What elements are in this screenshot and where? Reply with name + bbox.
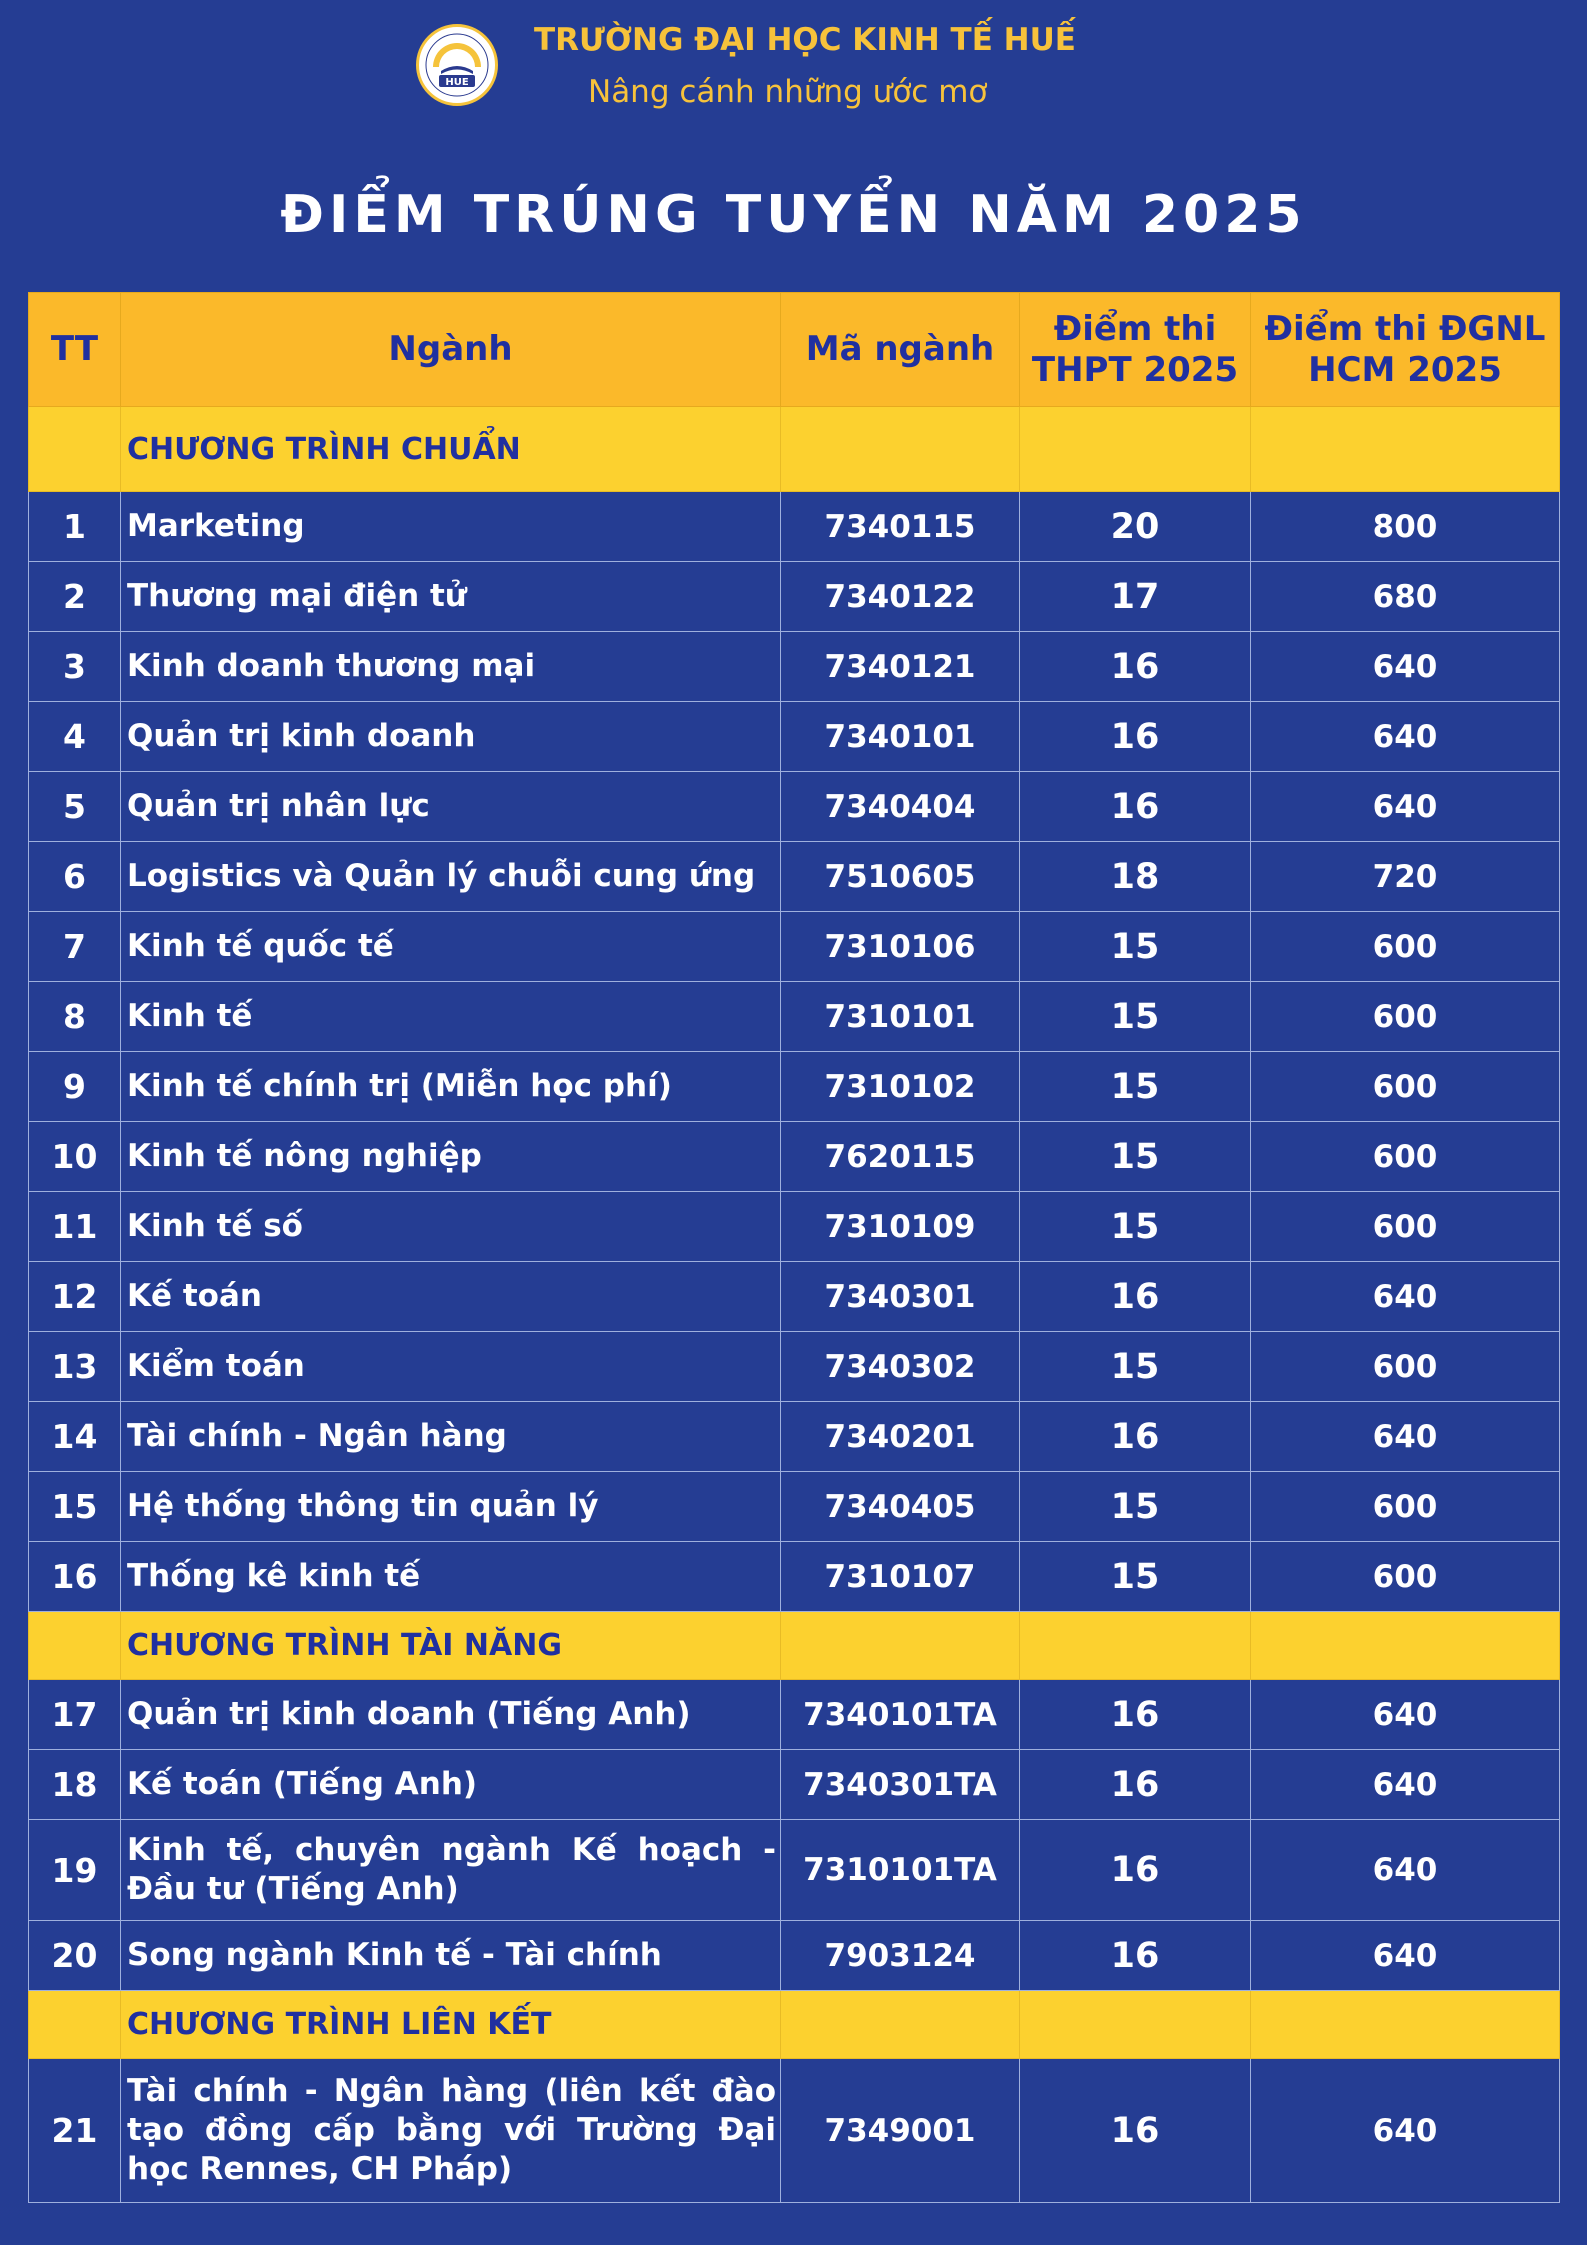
section-empty-cell — [781, 1991, 1020, 2059]
thpt-score: 20 — [1020, 492, 1251, 562]
major-name: Kiểm toán — [121, 1332, 781, 1402]
major-code: 7310102 — [781, 1052, 1020, 1122]
section-label: CHƯƠNG TRÌNH TÀI NĂNG — [121, 1612, 781, 1680]
dgnl-score: 800 — [1251, 492, 1560, 562]
table-row — [29, 1192, 1560, 1262]
major-name: Quản trị kinh doanh (Tiếng Anh) — [121, 1680, 781, 1750]
table-row — [29, 1052, 1560, 1122]
major-code: 7340101TA — [781, 1680, 1020, 1750]
table-body — [29, 407, 1560, 2203]
admission-scores-table — [28, 292, 1560, 2203]
dgnl-score: 640 — [1251, 632, 1560, 702]
thpt-score: 16 — [1020, 1820, 1251, 1921]
dgnl-score: 640 — [1251, 1750, 1560, 1820]
major-name: Quản trị nhân lực — [121, 772, 781, 842]
dgnl-score: 640 — [1251, 1262, 1560, 1332]
table-row — [29, 1680, 1560, 1750]
thpt-score: 17 — [1020, 562, 1251, 632]
section-empty-cell — [1020, 1612, 1251, 1680]
section-row — [29, 1612, 1560, 1680]
header-thpt-line1: Điểm thi — [1053, 308, 1217, 349]
section-empty-cell — [1020, 1991, 1251, 2059]
major-name: Tài chính - Ngân hàng — [121, 1402, 781, 1472]
row-number: 5 — [29, 772, 121, 842]
section-empty-cell — [29, 1612, 121, 1680]
section-empty-cell — [1251, 407, 1560, 492]
table-row — [29, 492, 1560, 562]
dgnl-score: 640 — [1251, 702, 1560, 772]
row-number: 1 — [29, 492, 121, 562]
dgnl-score: 600 — [1251, 982, 1560, 1052]
header — [0, 0, 1587, 150]
major-code: 7310101 — [781, 982, 1020, 1052]
dgnl-score: 640 — [1251, 1680, 1560, 1750]
header-dgnl — [1251, 293, 1560, 407]
dgnl-score: 640 — [1251, 1820, 1560, 1921]
slogan: Nâng cánh những ước mơ — [588, 74, 988, 110]
header-thpt-line2: THPT 2025 — [1031, 349, 1239, 390]
thpt-score: 16 — [1020, 2059, 1251, 2203]
section-label: CHƯƠNG TRÌNH CHUẨN — [121, 407, 781, 492]
school-name: TRƯỜNG ĐẠI HỌC KINH TẾ HUẾ — [534, 22, 1076, 58]
major-name: Thương mại điện tử — [121, 562, 781, 632]
section-empty-cell — [1251, 1991, 1560, 2059]
table-row — [29, 1262, 1560, 1332]
row-number: 3 — [29, 632, 121, 702]
thpt-score: 16 — [1020, 1262, 1251, 1332]
thpt-score: 18 — [1020, 842, 1251, 912]
row-number: 13 — [29, 1332, 121, 1402]
major-code: 7340121 — [781, 632, 1020, 702]
major-name: Kinh tế số — [121, 1192, 781, 1262]
section-label: CHƯƠNG TRÌNH LIÊN KẾT — [121, 1991, 781, 2059]
dgnl-score: 640 — [1251, 2059, 1560, 2203]
thpt-score: 15 — [1020, 1192, 1251, 1262]
row-number: 10 — [29, 1122, 121, 1192]
dgnl-score: 600 — [1251, 912, 1560, 982]
major-name: Quản trị kinh doanh — [121, 702, 781, 772]
thpt-score: 16 — [1020, 632, 1251, 702]
header-thpt — [1020, 293, 1251, 407]
section-row — [29, 407, 1560, 492]
section-empty-cell — [781, 407, 1020, 492]
thpt-score: 15 — [1020, 1052, 1251, 1122]
thpt-score: 15 — [1020, 1472, 1251, 1542]
major-code: 7340302 — [781, 1332, 1020, 1402]
major-name: Marketing — [121, 492, 781, 562]
row-number: 7 — [29, 912, 121, 982]
header-tt: TT — [29, 293, 121, 407]
major-code: 7310107 — [781, 1542, 1020, 1612]
table-row — [29, 1542, 1560, 1612]
major-code: 7310106 — [781, 912, 1020, 982]
major-name: Kinh doanh thương mại — [121, 632, 781, 702]
row-number: 14 — [29, 1402, 121, 1472]
major-name: Logistics và Quản lý chuỗi cung ứng — [121, 842, 781, 912]
table-row — [29, 772, 1560, 842]
major-code: 7340101 — [781, 702, 1020, 772]
row-number: 15 — [29, 1472, 121, 1542]
thpt-score: 15 — [1020, 1332, 1251, 1402]
section-row — [29, 1991, 1560, 2059]
dgnl-score: 600 — [1251, 1542, 1560, 1612]
header-dgnl-line2: HCM 2025 — [1308, 349, 1502, 390]
table-row — [29, 562, 1560, 632]
thpt-score: 16 — [1020, 702, 1251, 772]
major-name: Kinh tế — [121, 982, 781, 1052]
table-row — [29, 702, 1560, 772]
major-code: 7310109 — [781, 1192, 1020, 1262]
row-number: 6 — [29, 842, 121, 912]
thpt-score: 16 — [1020, 1750, 1251, 1820]
row-number: 2 — [29, 562, 121, 632]
row-number: 17 — [29, 1680, 121, 1750]
table-row — [29, 1820, 1560, 1921]
row-number: 20 — [29, 1921, 121, 1991]
table-row — [29, 842, 1560, 912]
thpt-score: 16 — [1020, 1680, 1251, 1750]
table-row — [29, 1750, 1560, 1820]
row-number: 18 — [29, 1750, 121, 1820]
row-number: 8 — [29, 982, 121, 1052]
thpt-score: 16 — [1020, 772, 1251, 842]
header-nganh: Ngành — [121, 293, 781, 407]
table-row — [29, 912, 1560, 982]
major-name: Kế toán — [121, 1262, 781, 1332]
row-number: 4 — [29, 702, 121, 772]
row-number: 19 — [29, 1820, 121, 1921]
major-code: 7340115 — [781, 492, 1020, 562]
row-number: 12 — [29, 1262, 121, 1332]
header-dgnl-line1: Điểm thi ĐGNL — [1264, 308, 1546, 349]
table-row — [29, 632, 1560, 702]
major-code: 7310101TA — [781, 1820, 1020, 1921]
row-number: 16 — [29, 1542, 121, 1612]
row-number: 11 — [29, 1192, 121, 1262]
major-code: 7340301 — [781, 1262, 1020, 1332]
university-logo — [416, 24, 498, 106]
page-title: ĐIỂM TRÚNG TUYỂN NĂM 2025 — [280, 185, 1307, 245]
thpt-score: 16 — [1020, 1402, 1251, 1472]
dgnl-score: 640 — [1251, 772, 1560, 842]
row-number: 9 — [29, 1052, 121, 1122]
major-name: Thống kê kinh tế — [121, 1542, 781, 1612]
major-name: Hệ thống thông tin quản lý — [121, 1472, 781, 1542]
table-row — [29, 1402, 1560, 1472]
thpt-score: 15 — [1020, 982, 1251, 1052]
section-empty-cell — [29, 407, 121, 492]
dgnl-score: 720 — [1251, 842, 1560, 912]
major-name: Kinh tế chính trị (Miễn học phí) — [121, 1052, 781, 1122]
section-empty-cell — [781, 1612, 1020, 1680]
dgnl-score: 600 — [1251, 1332, 1560, 1402]
thpt-score: 15 — [1020, 1122, 1251, 1192]
section-empty-cell — [1020, 407, 1251, 492]
logo-emblem-icon — [419, 27, 495, 103]
section-empty-cell — [1251, 1612, 1560, 1680]
table-row — [29, 1921, 1560, 1991]
major-code: 7340201 — [781, 1402, 1020, 1472]
section-empty-cell — [29, 1991, 121, 2059]
thpt-score: 15 — [1020, 1542, 1251, 1612]
table-row — [29, 2059, 1560, 2203]
major-code: 7340301TA — [781, 1750, 1020, 1820]
table-row — [29, 1122, 1560, 1192]
major-name: Kinh tế quốc tế — [121, 912, 781, 982]
major-code: 7340404 — [781, 772, 1020, 842]
dgnl-score: 600 — [1251, 1052, 1560, 1122]
major-code: 7340405 — [781, 1472, 1020, 1542]
major-code: 7340122 — [781, 562, 1020, 632]
dgnl-score: 600 — [1251, 1472, 1560, 1542]
table-row — [29, 982, 1560, 1052]
table-row — [29, 1332, 1560, 1402]
dgnl-score: 640 — [1251, 1402, 1560, 1472]
major-name: Tài chính - Ngân hàng (liên kết đào tạo đồng cấp bằng với Trường Đại học Rennes, CH Pháp) — [121, 2059, 781, 2203]
major-code: 7903124 — [781, 1921, 1020, 1991]
major-code: 7349001 — [781, 2059, 1020, 2203]
major-name: Song ngành Kinh tế - Tài chính — [121, 1921, 781, 1991]
header-ma-nganh: Mã ngành — [781, 293, 1020, 407]
dgnl-score: 600 — [1251, 1192, 1560, 1262]
thpt-score: 16 — [1020, 1921, 1251, 1991]
major-code: 7510605 — [781, 842, 1020, 912]
dgnl-score: 640 — [1251, 1921, 1560, 1991]
major-code: 7620115 — [781, 1122, 1020, 1192]
dgnl-score: 600 — [1251, 1122, 1560, 1192]
major-name: Kế toán (Tiếng Anh) — [121, 1750, 781, 1820]
dgnl-score: 680 — [1251, 562, 1560, 632]
major-name: Kinh tế nông nghiệp — [121, 1122, 781, 1192]
row-number: 21 — [29, 2059, 121, 2203]
thpt-score: 15 — [1020, 912, 1251, 982]
table-row — [29, 1472, 1560, 1542]
major-name: Kinh tế, chuyên ngành Kế hoạch - Đầu tư (Tiếng Anh) — [121, 1820, 781, 1921]
logo-text: HUE — [445, 77, 469, 88]
table-header-row — [29, 293, 1560, 407]
